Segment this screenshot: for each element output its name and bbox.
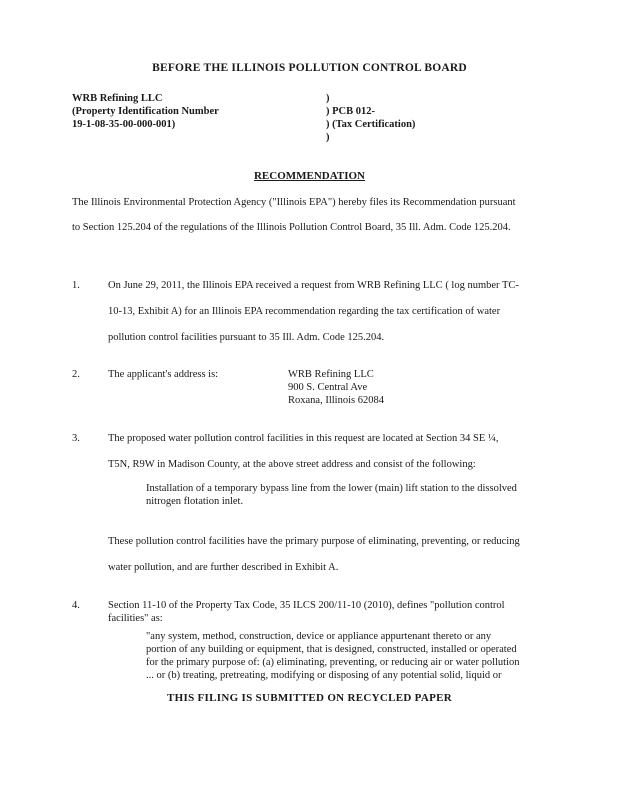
paragraph-number: 4. xyxy=(72,600,80,611)
caption-pin-number: 19-1-08-35-00-000-001) xyxy=(72,119,176,130)
address-line: WRB Refining LLC xyxy=(288,369,374,380)
caption-bracket: ) xyxy=(326,132,330,143)
paragraph-line: Section 11-10 of the Property Tax Code, 35 ILCS 200/11-10 (2010), defines "pollution control xyxy=(108,600,505,611)
statute-quote: portion of any building or equipment, that is designed, constructed, installed or operated xyxy=(146,644,517,655)
address-label: The applicant's address is: xyxy=(108,369,219,380)
statute-quote: ... or (b) treating, pretreating, modifying or disposing of any potential solid, liquid or xyxy=(146,670,502,681)
document-heading: RECOMMENDATION xyxy=(253,170,365,182)
caption-pin-label: (Property Identification Number xyxy=(72,106,219,117)
intro-line: to Section 125.204 of the regulations of the Illinois Pollution Control Board, 35 Ill. Adm. Code 125.204. xyxy=(72,222,511,233)
paragraph-number: 2. xyxy=(72,369,80,380)
statute-quote: for the primary purpose of: (a) eliminating, preventing, or reducing air or water pollution xyxy=(146,657,520,668)
address-line: 900 S. Central Ave xyxy=(288,382,368,393)
caption-bracket: ) xyxy=(326,93,330,104)
intro-line: The Illinois Environmental Protection Agency ("Illinois EPA") hereby files its Recommendation pursuant xyxy=(72,197,516,208)
statute-quote: "any system, method, construction, device or appliance appurtenant thereto or any xyxy=(146,631,492,642)
paragraph-number: 1. xyxy=(72,280,80,291)
caption-party-name: WRB Refining LLC xyxy=(72,93,163,104)
facility-description: Installation of a temporary bypass line from the lower (main) lift station to the dissolved xyxy=(146,483,517,494)
paragraph-number: 3. xyxy=(72,433,80,444)
board-title: BEFORE THE ILLINOIS POLLUTION CONTROL BOARD xyxy=(152,62,467,74)
paragraph-line: T5N, R9W in Madison County, at the above street address and consist of the following: xyxy=(108,459,476,470)
paragraph-line: On June 29, 2011, the Illinois EPA received a request from WRB Refining LLC ( log number TC- xyxy=(108,280,519,291)
paragraph-line: pollution control facilities pursuant to 35 Ill. Adm. Code 125.204. xyxy=(108,332,385,343)
paragraph-line: These pollution control facilities have the primary purpose of eliminating, preventing, or reducing xyxy=(108,536,520,547)
recycled-paper-notice: THIS FILING IS SUBMITTED ON RECYCLED PAPER xyxy=(167,692,452,704)
paragraph-line: 10-13, Exhibit A) for an Illinois EPA recommendation regarding the tax certification of water xyxy=(108,306,501,317)
caption-case-number: ) PCB 012- xyxy=(326,106,375,117)
paragraph-line: The proposed water pollution control facilities in this request are located at Section 34 SE ¼, xyxy=(108,433,499,444)
facility-description: nitrogen flotation inlet. xyxy=(146,496,244,507)
paragraph-line: water pollution, and are further described in Exhibit A. xyxy=(108,562,339,573)
address-line: Roxana, Illinois 62084 xyxy=(288,395,384,406)
paragraph-line: facilities" as: xyxy=(108,613,163,624)
caption-case-type: ) (Tax Certification) xyxy=(326,119,416,130)
